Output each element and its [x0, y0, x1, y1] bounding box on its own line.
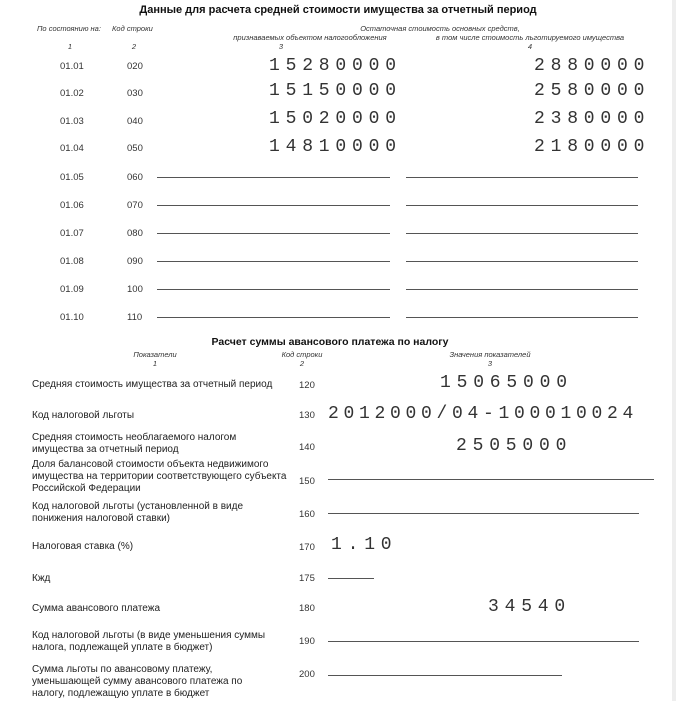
row-date: 01.01	[60, 61, 84, 72]
row-exempt-value[interactable]: 2580000	[534, 81, 651, 101]
header-line-code-2: Код строки	[281, 350, 323, 359]
indicator-value-blank[interactable]	[328, 641, 639, 642]
row-taxable-value-blank[interactable]	[157, 317, 390, 318]
row-exempt-value-blank[interactable]	[406, 177, 638, 178]
row-taxable-value-blank[interactable]	[157, 205, 390, 206]
indicator-label: Кжд	[32, 573, 51, 584]
row-date: 01.10	[60, 312, 84, 323]
row-taxable-value[interactable]: 15150000	[269, 81, 402, 101]
indicator-value-blank[interactable]	[328, 578, 374, 579]
row-taxable-value-blank[interactable]	[157, 261, 390, 262]
row-taxable-value[interactable]: 15020000	[269, 109, 402, 129]
header-line-code: Код строки	[112, 24, 153, 33]
indicator-label: Код налоговой льготы (в виде уменьшения суммы налога, подлежащей уплате в бюджет)	[32, 630, 266, 653]
indicator-label: Сумма льготы по авансовому платежу, уменьшающей сумму авансового платежа по налогу, подлежащую уплате в бюджет	[32, 664, 243, 699]
section1-title: Данные для расчета средней стоимости имущества за отчетный период	[139, 4, 537, 16]
indicator-code: 140	[299, 442, 315, 453]
row-exempt-value-blank[interactable]	[406, 317, 638, 318]
header-taxable-value: признаваемых объектом налогообложения	[233, 33, 387, 42]
row-code: 020	[127, 61, 143, 72]
header-indicators: Показатели	[133, 350, 177, 359]
row-taxable-value-blank[interactable]	[157, 289, 390, 290]
header-as-of-date: По состоянию на:	[37, 24, 101, 33]
row-taxable-value[interactable]: 14810000	[269, 137, 402, 157]
row-exempt-value[interactable]: 2380000	[534, 109, 651, 129]
header2-num-2: 2	[299, 359, 305, 368]
row-exempt-value[interactable]: 2880000	[534, 56, 651, 76]
row-taxable-value[interactable]: 15280000	[269, 56, 402, 76]
indicator-code: 120	[299, 380, 315, 391]
indicator-code: 130	[299, 410, 315, 421]
header-residual-value: Остаточная стоимость основных средств,	[360, 24, 520, 33]
row-code: 040	[127, 116, 143, 127]
indicator-code: 150	[299, 476, 315, 487]
indicator-code: 180	[299, 603, 315, 614]
indicator-code: 190	[299, 636, 315, 647]
section2-title: Расчет суммы авансового платежа по налогу	[211, 336, 449, 348]
indicator-code: 170	[299, 542, 315, 553]
row-code: 090	[127, 256, 143, 267]
right-edge-strip	[672, 0, 676, 701]
row-date: 01.07	[60, 228, 84, 239]
indicator-label: Код налоговой льготы (установленной в виде понижения налоговой ставки)	[32, 501, 244, 524]
indicator-value-blank[interactable]	[328, 479, 654, 480]
row-exempt-value[interactable]: 2180000	[534, 137, 651, 157]
indicator-code: 160	[299, 509, 315, 520]
row-taxable-value-blank[interactable]	[157, 177, 390, 178]
indicator-label: Доля балансовой стоимости объекта недвижимого имущества на территории соответствующего субъекта Российской Федерации	[32, 459, 287, 494]
header-exempt-value: в том числе стоимость льготируемого имущества	[435, 33, 625, 42]
row-exempt-value-blank[interactable]	[406, 261, 638, 262]
row-exempt-value-blank[interactable]	[406, 233, 638, 234]
indicator-label: Налоговая ставка (%)	[32, 541, 134, 552]
header-indicator-values: Значения показателей	[449, 350, 531, 359]
header-num-4: 4	[527, 42, 533, 51]
row-exempt-value-blank[interactable]	[406, 289, 638, 290]
row-code: 100	[127, 284, 143, 295]
row-date: 01.09	[60, 284, 84, 295]
header-num-2: 2	[131, 42, 137, 51]
indicator-label: Средняя стоимость необлагаемого налогом имущества за отчетный период	[32, 432, 237, 455]
indicator-label: Сумма авансового платежа	[32, 603, 161, 614]
row-code: 080	[127, 228, 143, 239]
indicator-value-blank[interactable]	[328, 513, 639, 514]
row-code: 070	[127, 200, 143, 211]
header-num-1: 1	[67, 42, 73, 51]
row-taxable-value-blank[interactable]	[157, 233, 390, 234]
row-date: 01.05	[60, 172, 84, 183]
row-date: 01.08	[60, 256, 84, 267]
header-num-3: 3	[278, 42, 284, 51]
indicator-value[interactable]: 15065000	[440, 373, 573, 393]
header2-num-3: 3	[487, 359, 493, 368]
row-code: 050	[127, 143, 143, 154]
advance-payment-value[interactable]: 34540	[488, 597, 572, 617]
row-exempt-value-blank[interactable]	[406, 205, 638, 206]
row-code: 030	[127, 88, 143, 99]
indicator-code: 175	[299, 573, 315, 584]
indicator-value-blank[interactable]	[328, 675, 562, 676]
row-date: 01.04	[60, 143, 84, 154]
header2-num-1: 1	[152, 359, 158, 368]
tax-benefit-code-value[interactable]: 2012000/04-100010024	[328, 404, 639, 424]
row-code: 060	[127, 172, 143, 183]
indicator-label: Средняя стоимость имущества за отчетный период	[32, 379, 273, 390]
row-date: 01.02	[60, 88, 84, 99]
indicator-value[interactable]: 2505000	[456, 436, 573, 456]
indicator-code: 200	[299, 669, 315, 680]
row-date: 01.06	[60, 200, 84, 211]
row-code: 110	[127, 312, 143, 323]
indicator-label: Код налоговой льготы	[32, 410, 135, 421]
row-date: 01.03	[60, 116, 84, 127]
tax-rate-value[interactable]: 1.10	[331, 535, 398, 555]
